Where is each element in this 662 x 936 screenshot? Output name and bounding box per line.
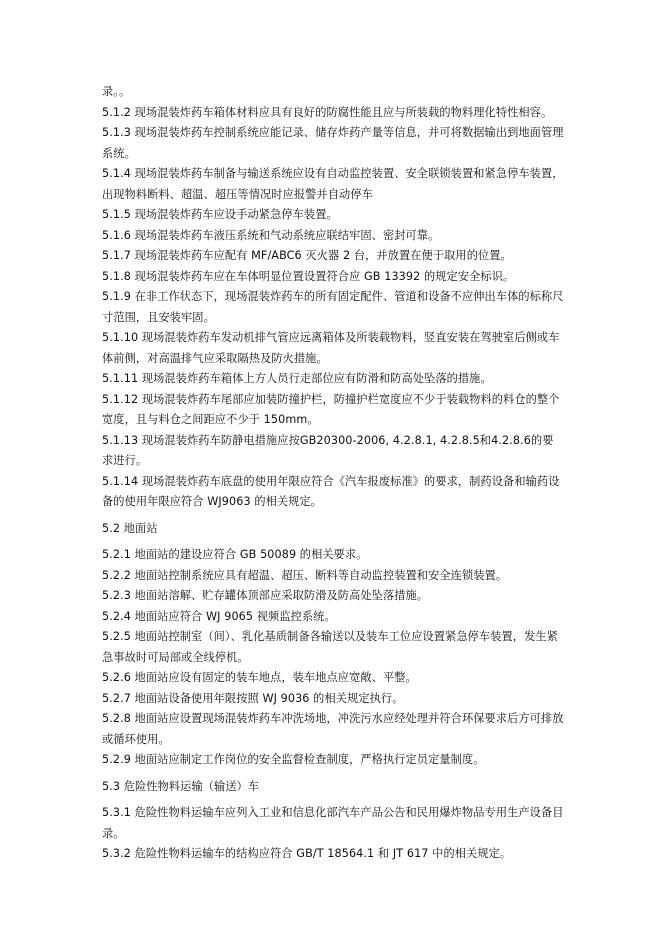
paragraph-continuation: 录。。: [102, 85, 131, 98]
clause-5-1-10: 5.1.10 现场混装炸药车发动机排气管应远离箱体及所装载物料，竖直安装在驾驶室后侧或车体前侧，对高温排气应采取隔热及防火措施。: [102, 331, 560, 365]
section-heading-5-2: 5.2 地面站: [102, 521, 158, 535]
clause-5-1-8: 5.1.8 现场混装炸药车应在车体明显位置设置符合应 GB 13392 的规定安全标识。: [102, 269, 515, 283]
clause-5-2-2: 5.2.2 地面站控制系统应具有超温、超压、断料等自动监控装置和安全连锁装置。: [102, 568, 508, 582]
clause-5-2-3: 5.2.3 地面站溶解、贮存罐体顶部应采取防滑及防高处坠落措施。: [102, 589, 429, 602]
clause-5-1-4: 5.1.4 现场混装炸药车制备与输送系统应设有自动监控装置、安全联锁装置和紧急停车装置，出现物料断料、超温、超压等情况时应报警并自动停车: [102, 167, 564, 201]
clause-5-2-5: 5.2.5 地面站控制室（间）、乳化基质制备各输送以及装车工位应设置紧急停车装置，发生紧急事故时可局部或全线停机。: [102, 630, 558, 664]
clause-5-1-2: 5.1.2 现场混装炸药车箱体材料应具有良好的防腐性能且应与所装载的物料理化特性相容。: [102, 105, 553, 119]
clause-5-3-2: 5.3.2 危险性物料运输车的结构应符合 GB/T 18564.1 和 JT 617 中的相关规定。: [102, 847, 512, 860]
clause-5-3-1: 5.3.1 危险性物料运输车应列入工业和信息化部汽车产品公告和民用爆炸物品专用生产设备目录。: [102, 806, 564, 840]
clause-5-2-8: 5.2.8 地面站应设置现场混装炸药车冲洗场地，冲洗污水应经处理并符合环保要求后方可排放或循环使用。: [102, 712, 564, 746]
clause-5-1-6: 5.1.6 现场混装炸药车液压系统和气动系统应联结牢固、密封可靠。: [102, 228, 440, 242]
clause-5-1-13: 5.1.13 现场混装炸药车防静电措施应按GB20300-2006, 4.2.8.1, 4.2.8.5和4.2.8.6的要求进行。: [102, 433, 554, 467]
clause-5-1-11: 5.1.11 现场混装炸药车箱体上方人员行走部位应有防滑和防高处坠落的措施。: [102, 372, 492, 385]
clause-5-2-4: 5.2.4 地面站应符合 WJ 9065 视频监控系统。: [102, 609, 336, 623]
section-heading-5-3: 5.3 危险性物料运输（输送）车: [102, 779, 260, 793]
clause-5-2-1: 5.2.1 地面站的建设应符合 GB 50089 的相关要求。: [102, 548, 368, 561]
clause-5-1-12: 5.1.12 现场混装炸药车尾部应加装防撞护栏，防撞护栏宽度应不少于装载物料的料仓的整个宽度，且与料仓之间距应不少于 150mm。: [102, 392, 560, 426]
clause-5-1-14: 5.1.14 现场混装炸药车底盘的使用年限应符合《汽车报废标准》的要求，制药设备和输药设备的使用年限应符合 WJ9063 的相关规定。: [102, 474, 560, 508]
clause-5-2-6: 5.2.6 地面站应设有固定的装车地点，装车地点应宽敞、平整。: [102, 671, 417, 684]
clause-5-1-3: 5.1.3 现场混装炸药车控制系统应能记录、储存炸药产量等信息，并可将数据输出到地面管理系统。: [102, 126, 564, 160]
clause-5-1-5: 5.1.5 现场混装炸药车应设手动紧急停车装置。: [102, 208, 338, 221]
document-page: [102, 82, 564, 865]
clause-5-1-7: 5.1.7 现场混装炸药车应配有 MF/ABC6 灭火器 2 台，并放置在便于取用的位置。: [102, 249, 512, 262]
clause-5-1-9: 5.1.9 在非工作状态下，现场混装炸药车的所有固定配件、管道和设备不应伸出车体的标称尺寸范围，且安装牢固。: [102, 290, 564, 324]
clause-5-2-7: 5.2.7 地面站设备使用年限按照 WJ 9036 的相关规定执行。: [102, 691, 404, 705]
clause-5-2-9: 5.2.9 地面站应制定工作岗位的安全监督检查制度，严格执行定员定量制度。: [102, 753, 485, 766]
